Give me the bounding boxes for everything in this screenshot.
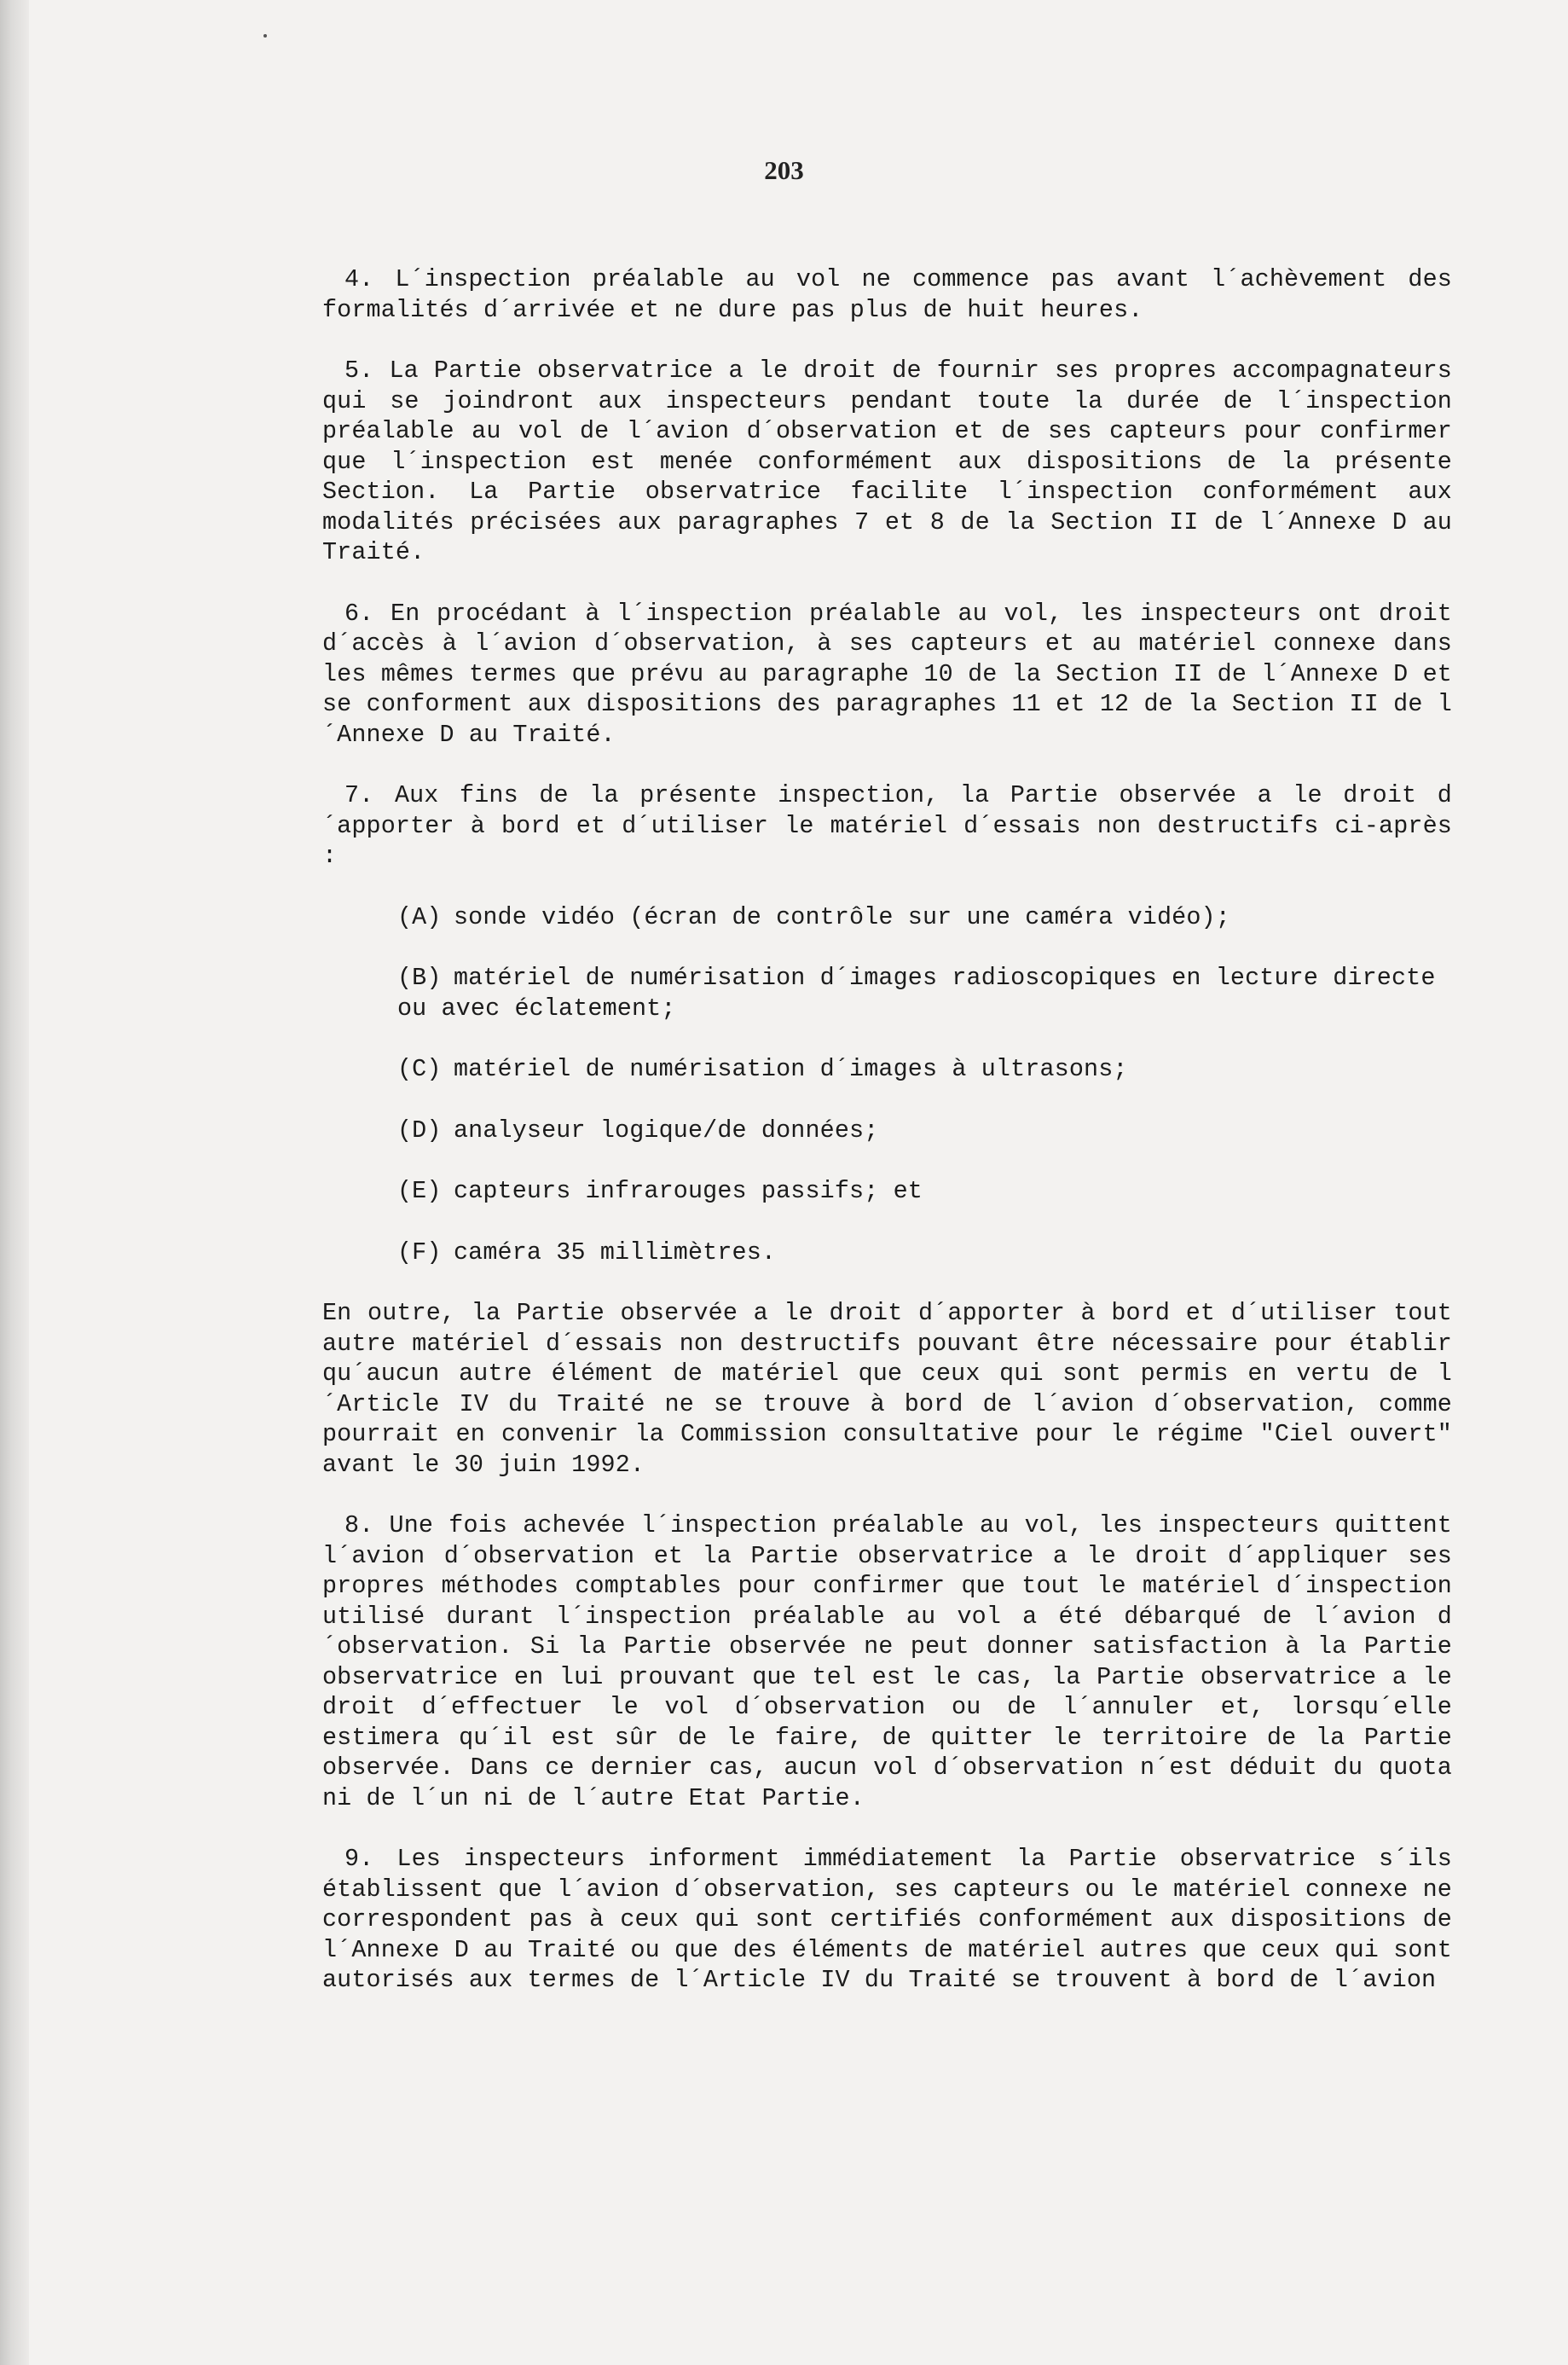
page-binding-shadow bbox=[0, 0, 29, 2365]
list-item-text: sonde vidéo (écran de contrôle sur une caméra vidéo); bbox=[454, 902, 1230, 931]
list-item-marker: (E) bbox=[397, 1177, 442, 1205]
list-item bbox=[397, 1238, 1452, 1268]
page-number: 203 bbox=[764, 155, 804, 185]
list-item-text: matériel de numérisation d´images à ultrasons; bbox=[454, 1055, 1128, 1083]
list-item-text: caméra 35 millimètres. bbox=[454, 1238, 777, 1267]
scan-speck bbox=[263, 34, 267, 38]
paragraph-7-continued: En outre, la Partie observée a le droit d´apporter à bord et d´utiliser tout autre matériel d´essais non destructifs pouvant être nécessaire pour établir qu´aucun autre élément de matériel que ceux qui sont permis en vertu de l´Article IV du Traité ne se trouve à bord de l´avion d´observation, comme pourrait en convenir la Commission consultative pour le régime "Ciel ouvert" avant le 30 juin 1992. bbox=[322, 1299, 1452, 1479]
list-item-marker: (B) bbox=[397, 964, 442, 992]
list-item-text: matériel de numérisation d´images radioscopiques en lecture directe bbox=[454, 964, 1436, 992]
body-text bbox=[322, 264, 1452, 2026]
paragraph-9: 9. Les inspecteurs informent immédiatement la Partie observatrice s´ils établissent que l´avion d´observation, ses capteurs ou le matériel connexe ne correspondent pas à ceux qui sont certifiés conformément aux dispositions de l´Annexe D au Traité ou que des éléments de matériel autres que ceux qui sont autorisés aux termes de l´Article IV du Traité se trouvent à bord de l´avion bbox=[322, 1845, 1452, 1994]
list-item-marker: (A) bbox=[397, 902, 442, 931]
equipment-list bbox=[322, 902, 1452, 1268]
list-item-marker: (C) bbox=[397, 1055, 442, 1083]
list-item-text: capteurs infrarouges passifs; et bbox=[454, 1177, 923, 1205]
paragraph-6: 6. En procédant à l´inspection préalable au vol, les inspecteurs ont droit d´accès à l´avion d´observation, à ses capteurs et au matériel connexe dans les mêmes termes que prévu au paragraphe 10 de la Section II de l´Annexe D et se conforment aux dispositions des paragraphes 11 et 12 de la Section II de l´Annexe D au Traité. bbox=[322, 599, 1452, 749]
list-item-marker: (D) bbox=[397, 1116, 442, 1145]
paragraph-8: 8. Une fois achevée l´inspection préalable au vol, les inspecteurs quittent l´avion d´observation et la Partie observatrice a le droit d´appliquer ses propres méthodes comptables pour confirmer que tout le matériel d´inspection utilisé durant l´inspection préalable au vol a été débarqué de l´avion d´observation. Si la Partie observée ne peut donner satisfaction à la Partie observatrice en lui prouvant que tel est le cas, la Partie observatrice a le droit d´effectuer le vol d´observation ou de l´annuler et, lorsqu´elle estimera qu´il est sûr de le faire, de quitter le territoire de la Partie observée. Dans ce dernier cas, aucun vol d´observation n´est déduit du quota ni de l´un ni de l´autre Etat Partie. bbox=[322, 1511, 1452, 1812]
list-item bbox=[397, 1054, 1452, 1085]
list-item-marker: (F) bbox=[397, 1238, 442, 1267]
list-item bbox=[397, 1176, 1452, 1207]
list-item-continuation: ou avec éclatement; bbox=[397, 994, 676, 1023]
paragraph-5: 5. La Partie observatrice a le droit de fournir ses propres accompagnateurs qui se joindront aux inspecteurs pendant toute la durée de l´inspection préalable au vol de l´avion d´observation et de ses capteurs pour confirmer que l´inspection est menée conformément aux dispositions de la présente Section. La Partie observatrice facilite l´inspection conformément aux modalités précisées aux paragraphes 7 et 8 de la Section II de l´Annexe D au Traité. bbox=[322, 356, 1452, 566]
list-item bbox=[397, 902, 1452, 933]
list-item bbox=[397, 1116, 1452, 1146]
paragraph-7: 7. Aux fins de la présente inspection, la Partie observée a le droit d´apporter à bord et d´utiliser le matériel d´essais non destructifs ci-après : bbox=[322, 781, 1452, 870]
list-item bbox=[397, 963, 1452, 1023]
list-item-text: analyseur logique/de données; bbox=[454, 1116, 879, 1145]
paragraph-4: 4. L´inspection préalable au vol ne commence pas avant l´achèvement des formalités d´arrivée et ne dure pas plus de huit heures. bbox=[322, 265, 1452, 324]
